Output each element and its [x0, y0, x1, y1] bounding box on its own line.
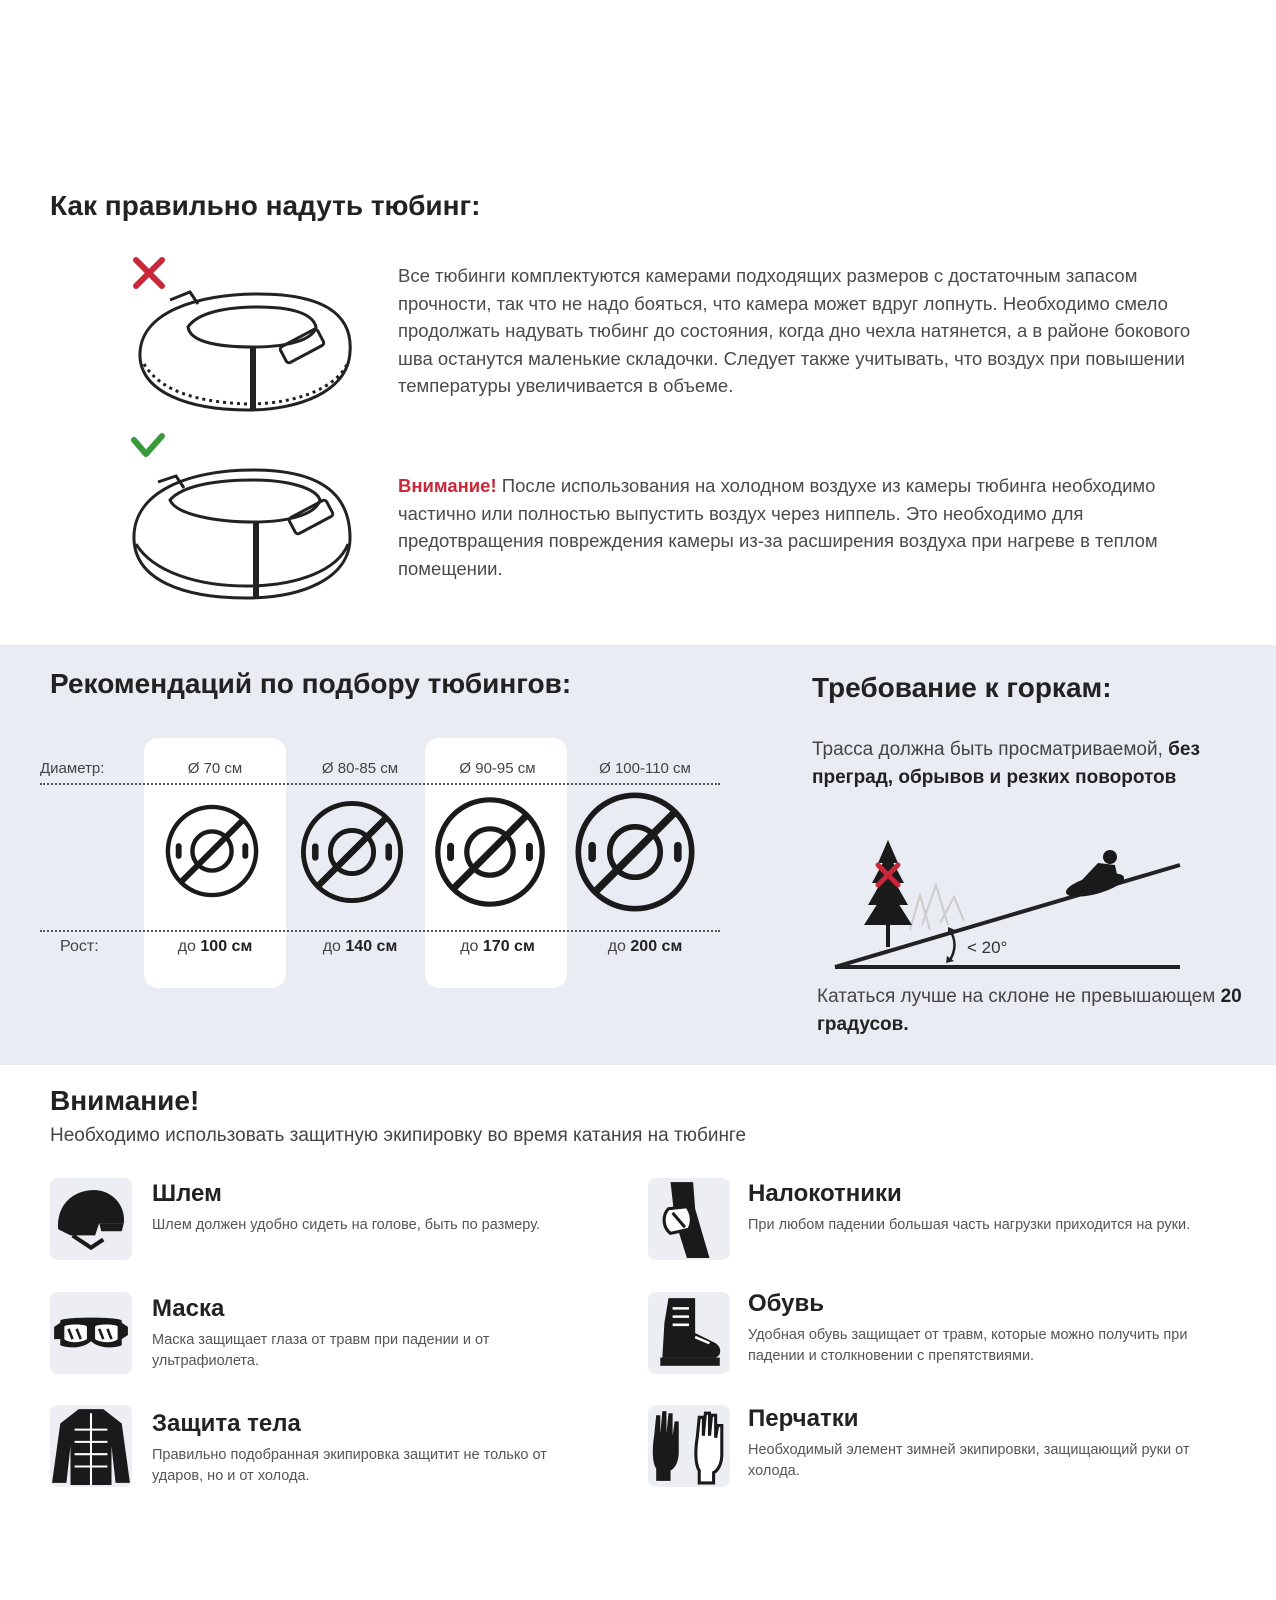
check-icon [134, 436, 162, 454]
attention-subtitle: Необходимо использовать защитную экипировку во время катания на тюбинге [50, 1125, 747, 1146]
gear-name: Защита тела [152, 1410, 301, 1437]
gear-name: Обувь [748, 1290, 825, 1317]
size-diameter: Ø 90-95 см [459, 760, 536, 777]
underinflated-tube-illustration [128, 252, 378, 427]
slope-diagram [830, 835, 1190, 975]
jacket-icon-box [50, 1405, 132, 1487]
snow-bushes-icon [910, 885, 964, 930]
boot-icon [648, 1292, 730, 1374]
tube-100-icon [572, 789, 698, 915]
boot-icon-box [648, 1292, 730, 1374]
gear-description: Маска защищает глаза от травм при падении и от ультрафиолета. [152, 1332, 490, 1369]
gloves-icon [648, 1405, 730, 1487]
jacket-icon [50, 1405, 132, 1487]
warning-label: Внимание! [398, 475, 497, 496]
elbow-pad-icon-box [648, 1178, 730, 1260]
gear-name: Шлем [152, 1180, 222, 1207]
inflate-warning [398, 472, 1208, 582]
size-height: до 200 см [607, 938, 683, 955]
gear-name: Налокотники [748, 1180, 902, 1207]
gear-description: Удобная обувь защищает от травм, которые можно получить при падении и столкновении с препятствиями. [748, 1327, 1188, 1364]
elbow-pad-icon [648, 1178, 730, 1260]
height-label: Рост: [60, 938, 99, 955]
recommendations-title: Рекомендаций по подбору тюбингов: [50, 668, 572, 699]
tree-icon [864, 840, 912, 947]
gear-description: Шлем должен удобно сидеть на голове, быть по размеру. [152, 1217, 541, 1233]
diameter-label: Диаметр: [40, 760, 105, 777]
slope-angle-label: < 20° [967, 938, 1008, 957]
helmet-icon-box [50, 1178, 132, 1260]
inflated-tube-illustration [128, 430, 378, 610]
slope-note: Кататься лучше на склоне не превышающем 20 градусов. [817, 986, 1242, 1035]
size-diameter: Ø 70 см [187, 760, 243, 777]
gear-description: Правильно подобранная экипировка защитит не только от ударов, но и от холода. [152, 1447, 547, 1484]
gear-description: При любом падении большая часть нагрузки приходится на руки. [748, 1217, 1191, 1233]
gloves-icon-box [648, 1405, 730, 1487]
size-height: до 100 см [177, 938, 253, 955]
size-height: до 170 см [460, 938, 535, 955]
size-height: до 140 см [322, 938, 398, 955]
sledder-icon [1064, 850, 1127, 901]
helmet-icon [50, 1178, 132, 1260]
tube-80-icon [298, 798, 406, 906]
tube-90-icon [432, 794, 548, 910]
height-divider [40, 930, 720, 932]
goggles-icon [50, 1292, 132, 1374]
inflate-title: Как правильно надуть тюбинг: [50, 190, 481, 221]
size-diameter: Ø 100-110 см [599, 760, 691, 777]
diameter-divider [40, 783, 720, 785]
tube-70-icon [163, 802, 261, 900]
slope-title: Требование к горкам: [812, 672, 1112, 703]
cross-icon [136, 260, 162, 286]
warning-text: После использования на холодном воздухе из камеры тюбинга необходимо частично или полностью выпустить воздух через ниппель. Это необходимо для предотвращения повреждения камеры из-за расширения воздуха при нагреве в теплом помещении. [398, 475, 1158, 579]
size-diameter: Ø 80-85 см [321, 760, 399, 777]
gear-name: Перчатки [748, 1405, 859, 1432]
inflate-instructions: Все тюбинги комплектуются камерами подходящих размеров с достаточным запасом прочности, так что не надо бояться, что камера может вдруг лопнуть. Необходимо смело продолжать надувать тюбинг до состояния, когда дно чехла натянется, а в районе бокового шва останутся маленькие складочки. Следует также учитывать, что воздух при повышении температуры увеличивается в объеме. [398, 265, 1191, 396]
gear-description: Необходимый элемент зимней экипировки, защищающий руки от холода. [748, 1442, 1190, 1479]
attention-title: Внимание! [50, 1085, 200, 1116]
goggles-icon-box [50, 1292, 132, 1374]
gear-name: Маска [152, 1295, 225, 1322]
slope-description: Трасса должна быть просматриваемой, без преград, обрывов и резких поворотов [812, 739, 1200, 788]
